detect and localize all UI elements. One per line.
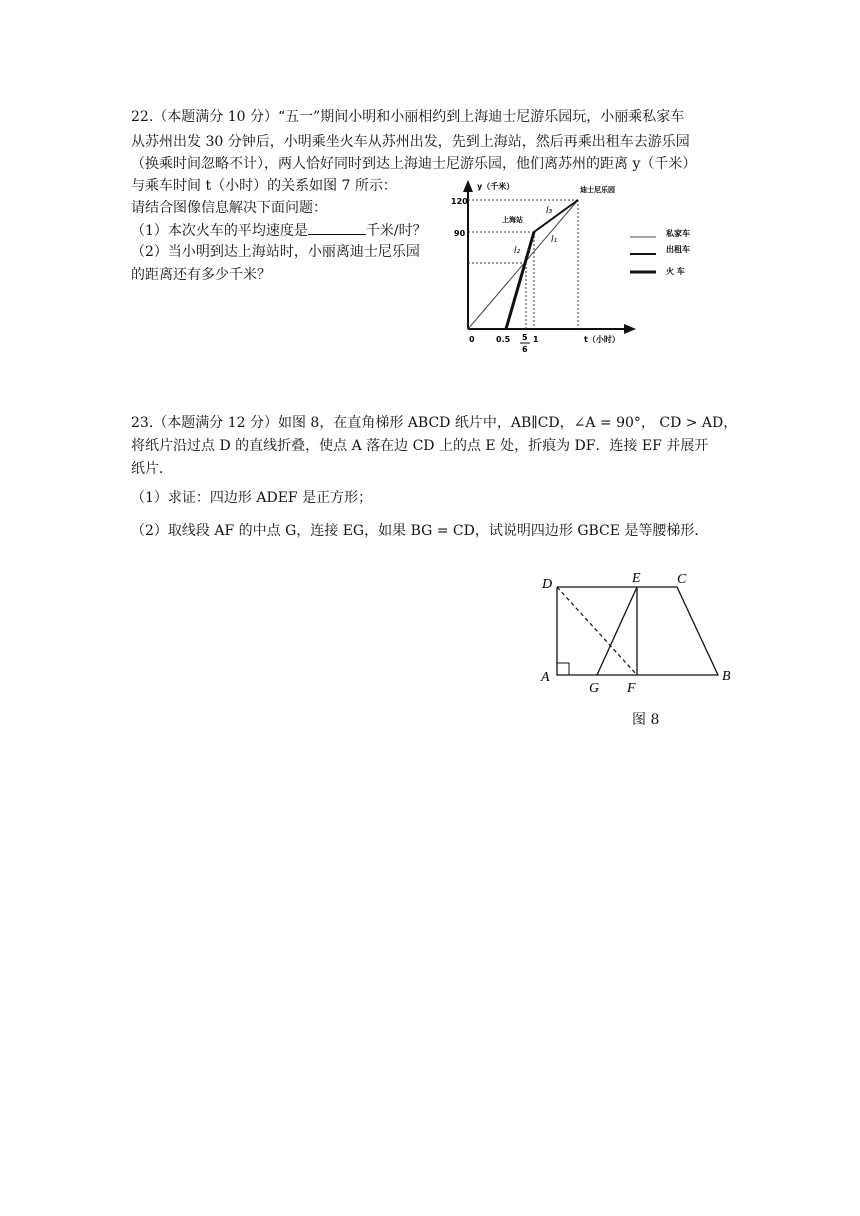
q23-line-3: 纸片． — [131, 461, 173, 477]
q23-line-1: 23.（本题满分 12 分）如图 8，在直角梯形 ABCD 纸片中，AB∥CD，∠A = 90°， CD > AD， — [131, 415, 738, 431]
label-G: G — [589, 681, 600, 695]
q22-part-1 — [131, 220, 427, 241]
x-axis-arrow — [624, 324, 636, 334]
figure-8-caption: 图 8 — [632, 712, 660, 728]
q23-part-2: （2）取线段 AF 的中点 G，连接 EG，如果 BG = CD，试说明四边形 GBCE 是等腰梯形． — [131, 523, 709, 539]
label-C: C — [677, 572, 687, 587]
q22-part-2-a: （2）当小明到达上海站时，小丽离迪士尼乐园 — [131, 244, 420, 260]
label-D: D — [542, 577, 553, 592]
right-angle-mark — [557, 663, 569, 675]
x-tick-0.5: 0.5 — [496, 335, 511, 344]
segment-DF-crease — [557, 587, 637, 675]
x-tick-1: 1 — [533, 335, 539, 344]
q22-line-1: 22.（本题满分 10 分）“五一”期间小明和小丽相约到上海迪士尼游乐园玩，小丽乘私家车 — [131, 109, 685, 125]
figure-8-diagram — [530, 565, 750, 695]
label-disney: 迪士尼乐园 — [580, 186, 615, 194]
q22-line-5: 请结合图像信息解决下面问题： — [131, 200, 327, 216]
label-B: B — [722, 669, 731, 684]
y-tick-90: 90 — [454, 229, 466, 238]
y-axis-label: y（千米） — [477, 182, 515, 191]
legend-taxi: 出租车 — [666, 245, 690, 254]
label-A: A — [541, 670, 550, 685]
q22-line-4: 与乘车时间 t（小时）的关系如图 7 所示： — [131, 178, 397, 194]
label-l1: l₁ — [551, 235, 558, 245]
answer-blank — [308, 220, 366, 235]
legend-private-car: 私家车 — [666, 229, 690, 238]
legend-train: 火 车 — [666, 267, 685, 276]
q22-part-1-text: （1）本次火车的平均速度是 — [131, 223, 308, 239]
q23-part-1: （1）求证：四边形 ADEF 是正方形； — [131, 490, 373, 506]
line-private-car — [468, 200, 578, 329]
y-tick-120: 120 — [451, 197, 468, 206]
label-l2: l₂ — [514, 246, 521, 256]
figure-7-graph — [440, 178, 720, 358]
x-axis-label: t（小时） — [584, 335, 620, 344]
label-shanghai-station: 上海站 — [502, 216, 523, 224]
q22-part-2-b: 的距离还有多少千米？ — [131, 267, 271, 283]
q22-line-2: 从苏州出发 30 分钟后，小明乘坐火车从苏州出发，先到上海站，然后再乘出租车去游乐园 — [131, 134, 690, 150]
q22-line-3: （换乘时间忽略不计），两人恰好同时到达上海迪士尼游乐园，他们离苏州的距离 y（千米） — [131, 156, 697, 172]
x-tick-0: 0 — [469, 335, 475, 344]
label-l3: l₃ — [546, 206, 553, 216]
x-tick-frac-den: 6 — [522, 345, 528, 354]
segment-EG — [597, 587, 637, 675]
y-axis-arrow — [463, 180, 473, 192]
label-E: E — [632, 571, 641, 586]
q22-part-1-unit: 千米/时？ — [365, 223, 427, 239]
label-F: F — [627, 681, 636, 695]
q23-line-2: 将纸片沿过点 D 的直线折叠，使点 A 落在边 CD 上的点 E 处，折痕为 DF．连接 EF 并展开 — [131, 438, 709, 454]
x-tick-frac-num: 5 — [522, 333, 528, 342]
line-taxi — [534, 200, 578, 232]
